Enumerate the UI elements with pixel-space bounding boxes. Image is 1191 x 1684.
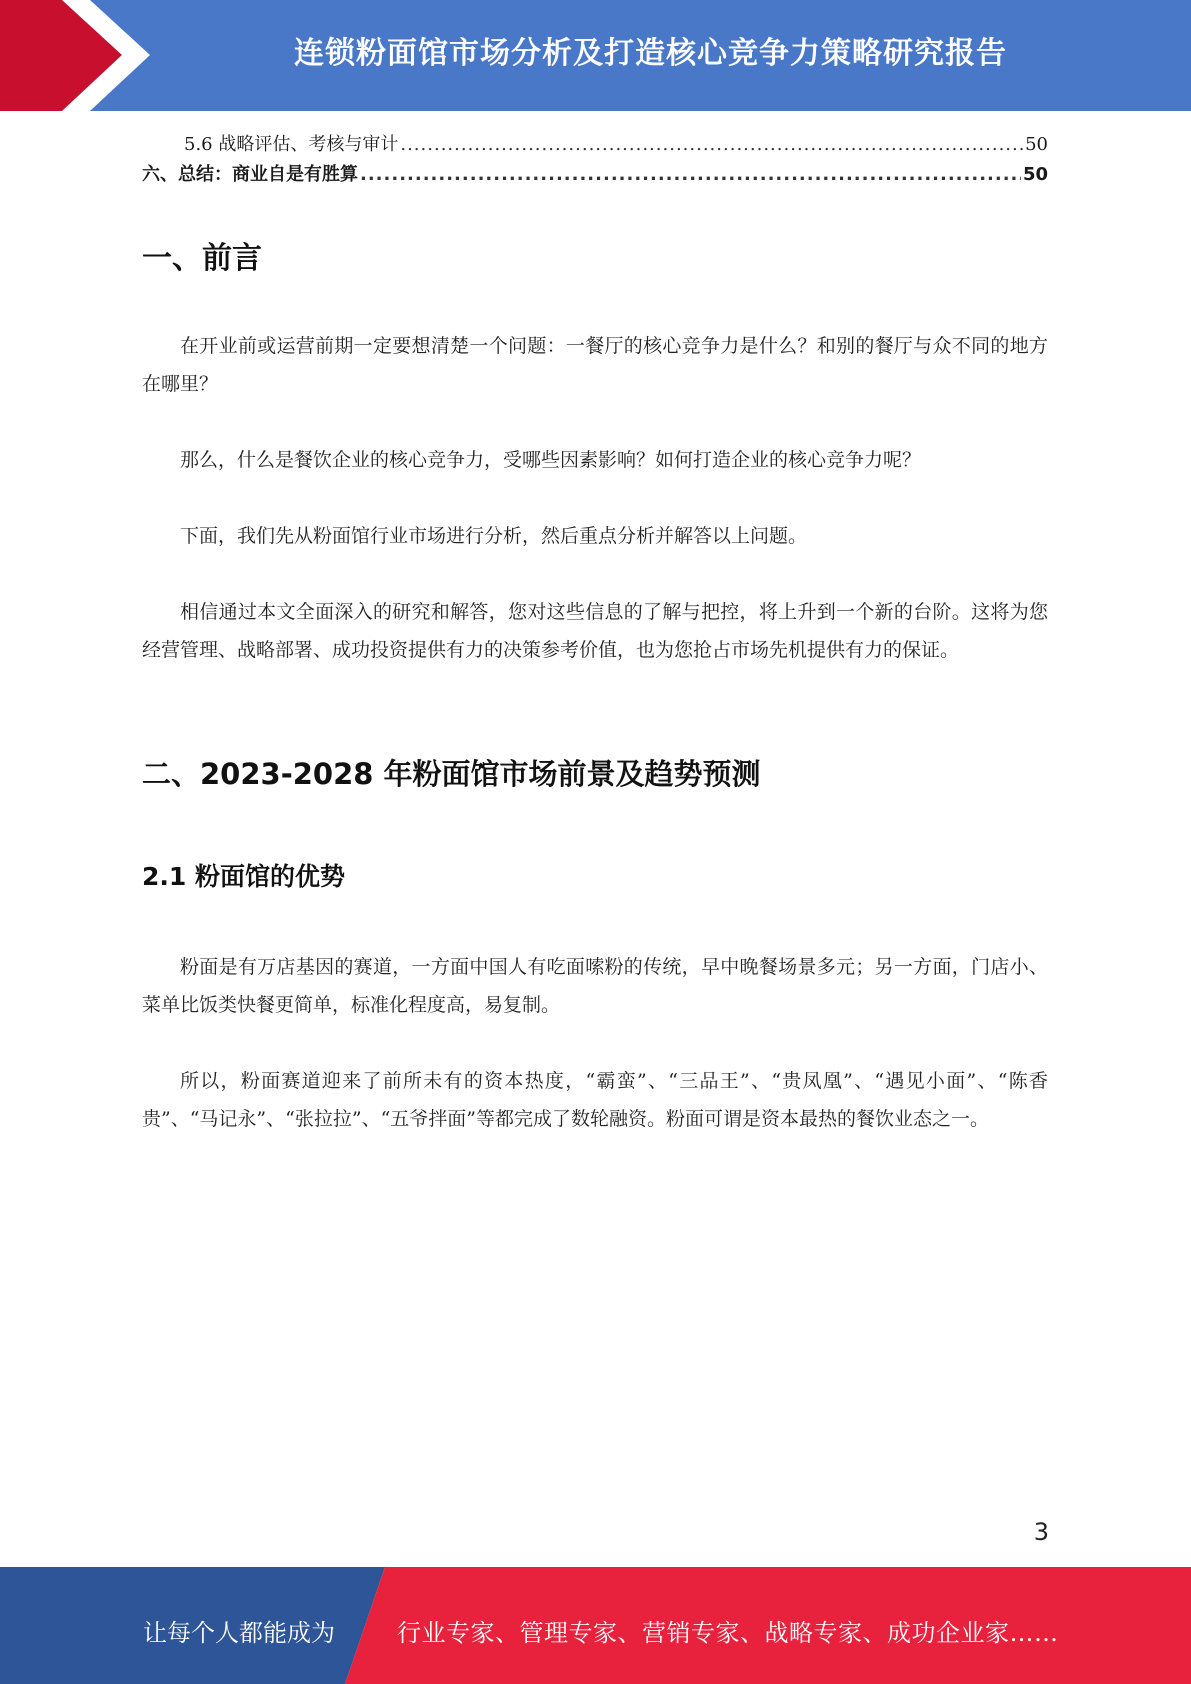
toc-entry-page: 50 bbox=[1025, 134, 1048, 155]
paragraph: 粉面是有万店基因的赛道，一方面中国人有吃面嗦粉的传统，早中晚餐场景多元；另一方面，门店小、菜单比饭类快餐更简单，标准化程度高，易复制。 bbox=[142, 956, 1048, 1016]
footer-slogan-left: 让每个人都能成为 bbox=[143, 1619, 335, 1647]
toc-leader-dots bbox=[360, 164, 1021, 185]
toc-entry-label: 5.6 战略评估、考核与审计 bbox=[184, 134, 399, 155]
toc-entry-label: 六、总结：商业自是有胜算 bbox=[142, 164, 358, 185]
paragraph: 在开业前或运营前期一定要想清楚一个问题：一餐厅的核心竞争力是什么？和别的餐厅与众不同的地方在哪里？ bbox=[142, 335, 1048, 395]
toc-entry-page: 50 bbox=[1022, 164, 1048, 185]
subsection-heading: 2.1 粉面馆的优势 bbox=[142, 862, 345, 891]
toc-entry[interactable] bbox=[142, 130, 1048, 156]
paragraph: 所以，粉面赛道迎来了前所未有的资本热度，“霸蛮”、“三品王”、“贵凤凰”、“遇见小面”、“陈香贵”、“马记永”、“张拉拉”、“五爷拌面”等都完成了数轮融资。粉面可谓是资本最热的餐饮业态之一。 bbox=[142, 1070, 1048, 1130]
paragraph: 那么，什么是餐饮企业的核心竞争力，受哪些因素影响？如何打造企业的核心竞争力呢？ bbox=[180, 449, 922, 471]
header-title: 连锁粉面馆市场分析及打造核心竞争力策略研究报告 bbox=[294, 36, 1007, 71]
paragraph: 下面，我们先从粉面馆行业市场进行分析，然后重点分析并解答以上问题。 bbox=[180, 525, 808, 547]
page-footer bbox=[0, 1567, 1191, 1684]
section-heading: 一、前言 bbox=[142, 241, 262, 276]
toc-leader-dots bbox=[400, 134, 1023, 155]
header-arrow-decoration bbox=[0, 0, 160, 111]
page-header bbox=[0, 0, 1191, 111]
footer-slogan-right: 行业专家、管理专家、营销专家、战略专家、成功企业家…… bbox=[397, 1619, 1059, 1647]
paragraph: 相信通过本文全面深入的研究和解答，您对这些信息的了解与把控，将上升到一个新的台阶。这将为您经营管理、战略部署、成功投资提供有力的决策参考价值，也为您抢占市场先机提供有力的保证。 bbox=[142, 601, 1048, 661]
section-heading: 二、2023-2028 年粉面馆市场前景及趋势预测 bbox=[142, 757, 761, 791]
toc-entry[interactable] bbox=[142, 160, 1048, 186]
page-number: 3 bbox=[1033, 1518, 1049, 1546]
